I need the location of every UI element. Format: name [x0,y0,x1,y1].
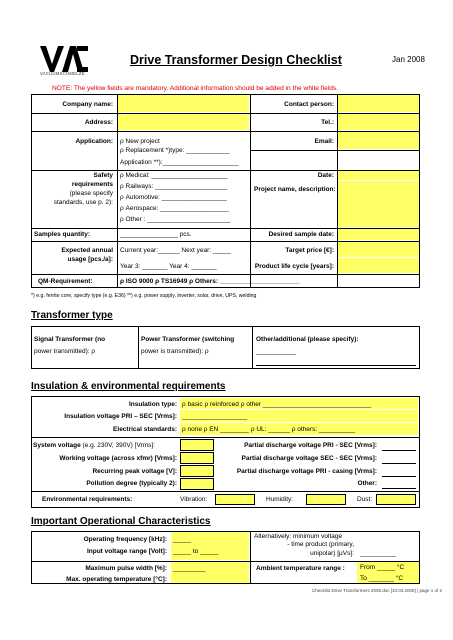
system-voltage-field[interactable] [180,439,214,451]
ambient-to[interactable]: To _______ °C [360,575,404,582]
alt-text-2: - time product (primary, [287,541,354,548]
samples-quantity-label: Samples quantity: [34,231,90,238]
vibration-label: Vibration: [180,496,208,503]
pd-sec-sec-label: Partial discharge voltage SEC - SEC [Vrms]: [241,455,377,462]
usage-label-1: Expected annual [61,247,113,254]
max-temp-label: Max. operating temperature [°C]: [66,576,167,583]
footer: Checklist Drive Transformers 2008.doc [10.03.2008] | page 1 of 2 [312,588,442,593]
life-cycle-field[interactable] [338,258,419,273]
system-voltage-label: System voltage (e.g. 230V, 390V) [Vrms]: [33,442,155,449]
email-label: Email: [314,138,334,145]
safety-automotive[interactable]: ρ Automotive: __________________ [120,194,227,201]
life-cycle-label: Product life cycle [years]: [254,263,334,270]
peak-voltage-field[interactable] [180,465,214,477]
peak-voltage-label: Recurring peak voltage [V]: [92,468,177,475]
usage-years-2[interactable]: Year 3: _______ Year 4: _______ [120,263,217,270]
ins-voltage-value[interactable]: __________________ [182,413,248,420]
desired-date-field[interactable] [338,229,419,240]
power-transformer-2[interactable]: power is transmitted): ρ [141,348,209,355]
project-name-label: Project name, description: [254,186,336,193]
ambient-from[interactable]: From _____ °C [360,564,405,571]
tel-field[interactable] [338,114,419,130]
input-voltage-label: Input voltage range [Volt]: [86,548,167,555]
safety-railways[interactable]: ρ Railways: ____________________ [120,183,228,190]
app-new-project[interactable]: ρ New project [120,138,160,145]
pd-sec-sec-line[interactable] [382,456,416,464]
working-voltage-label: Working voltage (across xfmr) [Vrms]: [59,455,177,462]
address-label: Address: [84,119,113,126]
usage-years-1[interactable]: Current year:______ Next year: _____ [120,247,231,254]
operational-title: Important Operational Characteristics [31,516,211,527]
insulation-title: Insulation & environmental requirements [31,381,226,392]
safety-label-2: requirements [71,181,113,188]
pulse-label: Maximum pulse width [%]: [85,565,167,572]
qm-requirement-label: QM-Requirement: [38,278,93,285]
other-transformer-1: Other/additional (please specify): [256,336,359,343]
address-field[interactable] [118,114,249,130]
ins-type-label: Insulation type: [128,401,177,408]
pulse-value[interactable]: _________ [173,565,206,572]
usage-label-2: usage [pcs./a]: [67,256,113,263]
dust-label: Dust: [357,496,373,503]
target-price-field[interactable] [338,242,419,257]
elec-std-value[interactable]: ρ none ρ EN ________ ρ UL: ______ ρ others: __________ [182,426,356,433]
freq-value[interactable]: _____ [173,536,192,543]
dust-field[interactable] [376,494,416,505]
safety-medical[interactable]: ρ Medical: _____________________ [120,172,228,179]
pd-pri-casing-label: Partial discharge voltage PRI - casing [Vrms]: [236,468,377,475]
email-field[interactable] [338,132,419,149]
target-price-label: Target price [€]: [285,247,334,254]
power-transformer-1: Power Transformer (switching [141,336,235,343]
tel-label: Tel.: [321,119,334,126]
humidity-label: Humidity: [266,496,294,503]
company-name-field[interactable] [118,95,249,112]
desired-date-label: Desired sample date: [268,231,334,238]
contact-person-field[interactable] [338,95,419,112]
other-line[interactable] [382,481,416,489]
header-date: Jan 2008 [392,55,425,64]
humidity-field[interactable] [306,494,346,505]
app-application[interactable]: Application **):_____________________ [120,159,239,166]
ins-voltage-label: Insulation voltage PRI – SEC [Vrms]: [64,413,177,420]
date-field[interactable] [338,171,419,180]
pollution-field[interactable] [180,478,214,490]
application-label: Application: [75,138,113,145]
freq-label: Operating frequency [kHz]: [83,536,167,543]
logo-text: VAC [40,44,42,45]
alt-text-3: unipolar) [µVs]: [310,550,354,557]
contact-person-label: Contact person: [284,101,334,108]
signal-transformer-2[interactable]: power transmitted): ρ [34,348,96,355]
other-transformer-2[interactable]: ___________ [256,348,296,355]
transformer-type-title: Transformer type [31,310,113,321]
safety-label-1: Safety [93,172,113,179]
pollution-label: Pollution degree (typically 2): [86,480,177,487]
project-name-field[interactable] [338,181,419,227]
pd-pri-sec-label: Partial discharge voltage PRI - SEC [Vrms]: [244,442,377,449]
vibration-field[interactable] [215,494,255,505]
mandatory-note: NOTE: The yellow fields are mandatory. Additional information should be added in the white fields. [52,85,339,92]
other-label: Other: [357,480,377,487]
safety-other[interactable]: ρ Other : _______________________ [120,216,231,223]
input-voltage-value[interactable]: _____ to _____ [173,548,219,555]
company-name-label: Company name: [62,101,113,108]
safety-label-4: standards, use p. 2): [53,199,113,206]
date-label: Date: [317,172,334,179]
ins-type-value[interactable]: ρ basic ρ reinforced ρ other ______________________________ [182,401,372,408]
ambient-label: Ambient temperature range : [256,565,345,572]
app-replacement[interactable]: ρ Replacement *)type: ____________ [120,147,230,154]
logo-subtitle: VACUUMSCHMELZE [40,71,85,76]
safety-aerospace[interactable]: ρ Aerospace: ___________________ [120,205,229,212]
safety-label-3: (please specify [69,190,113,197]
pd-pri-sec-line[interactable] [382,443,416,451]
env-requirements-label: Environmental requirements: [42,496,133,503]
page-title: Drive Transformer Design Checklist [130,53,342,67]
working-voltage-field[interactable] [180,452,214,464]
alt-value[interactable]: __________ [360,550,397,557]
samples-quantity-value[interactable]: ________________ pcs. [120,231,192,238]
elec-std-label: Electrical standards: [113,426,177,433]
qm-options[interactable]: ρ ISO 9000 ρ TS16949 ρ Others: ______________________ [120,278,300,285]
pd-pri-casing-line[interactable] [382,469,416,477]
signal-transformer-1: Signal Transformer (no [34,336,106,343]
other-specify-line[interactable] [256,358,416,366]
alt-text-1: Alternatively: minimum voltage [254,533,343,540]
footnote: *) e.g. ferrite core, specify type (e.g. E36) **) e.g. power supply, inverter, solar, drive, UPS, welding [31,293,257,299]
